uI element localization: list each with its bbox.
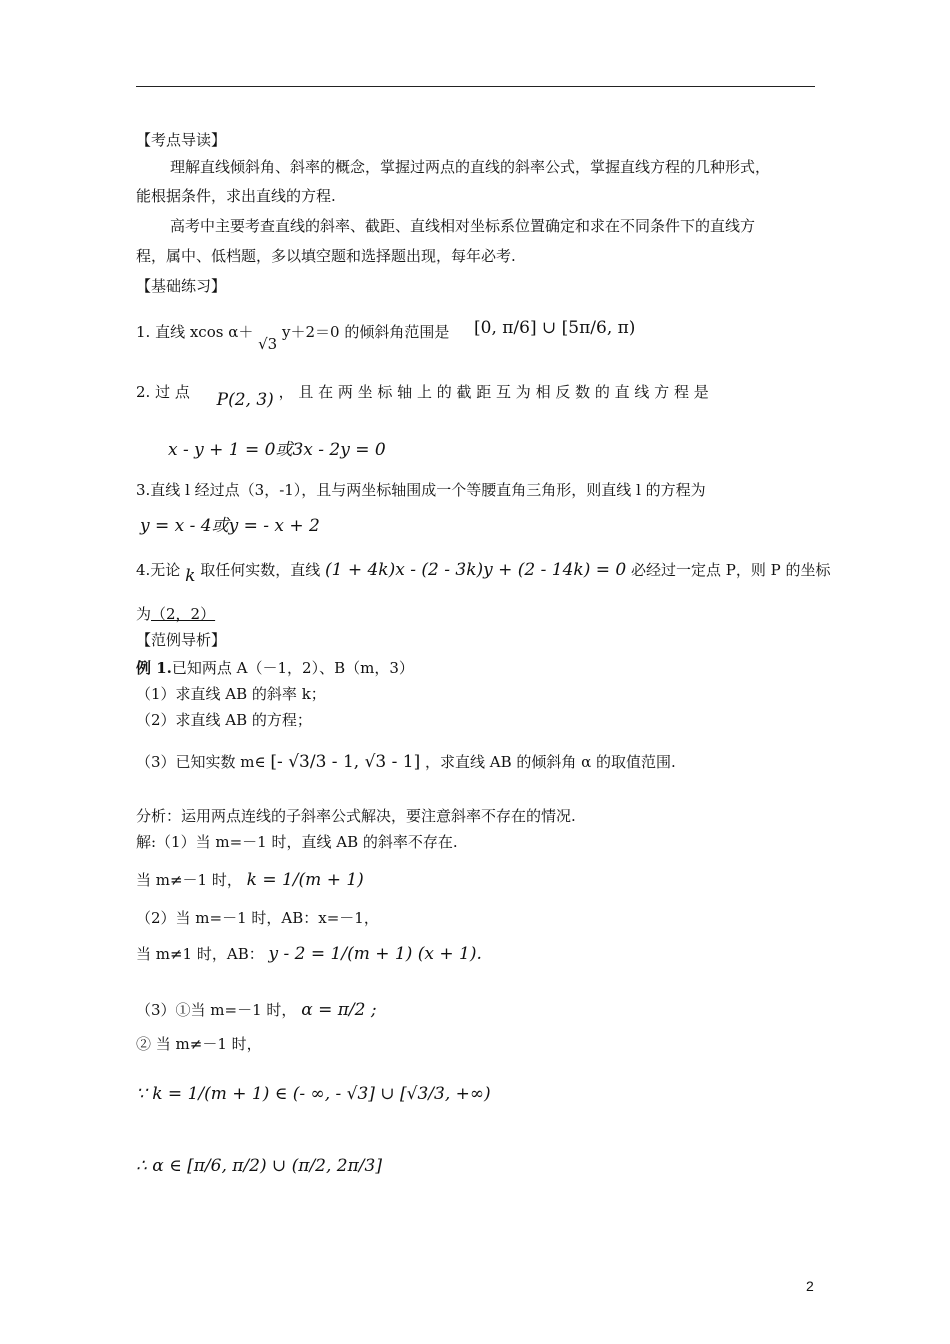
solution-line-3: （2）当 m=－1 时，AB：x=－1， xyxy=(136,909,379,927)
section-heading-jichu: 【基础练习】 xyxy=(136,277,227,295)
analysis-text: 分析：运用两点连线的子斜率公式解决，要注意斜率不存在的情况. xyxy=(136,807,576,825)
question-1-text-2: y＋2＝0 的倾斜角范围是 xyxy=(282,323,450,341)
solution-line-1: 解:（1）当 m=－1 时，直线 AB 的斜率不存在. xyxy=(136,833,458,851)
solution-line-2-text: 当 m≠－1 时， xyxy=(136,871,242,889)
paragraph-1-line-1: 理解直线倾斜角、斜率的概念，掌握过两点的直线的斜率公式，掌握直线方程的几种形式， xyxy=(170,158,771,176)
header-rule xyxy=(136,86,815,87)
example-1-label: 例 1. xyxy=(136,659,172,677)
example-1-text: 已知两点 A（－1，2）、B（m，3） xyxy=(171,659,414,677)
solution-line-5 xyxy=(136,1000,377,1020)
solution-line-6: ② 当 m≠－1 时， xyxy=(136,1035,262,1053)
example-1-part-3-text-2: ，求直线 AB 的倾斜角 α 的取值范围. xyxy=(425,753,676,771)
question-3: 3.直线 l 经过点（3，-1），且与两坐标轴围成一个等腰直角三角形，则直线 l 的方程为 xyxy=(136,481,706,499)
line-ab-equation: y - 2 = 1/(m + 1) (x + 1). xyxy=(268,944,482,964)
question-2 xyxy=(136,382,709,410)
paragraph-1-line-2: 能根据条件，求出直线的方程. xyxy=(136,187,336,205)
solution-line-4 xyxy=(136,944,482,964)
example-1-part-1: （1）求直线 AB 的斜率 k； xyxy=(136,685,326,703)
solution-line-7: ∵ k = 1/(m + 1) ∈ (- ∞, - √3] ∪ [√3/3, +∞) xyxy=(136,1084,491,1104)
solution-line-2 xyxy=(136,870,364,890)
solution-line-4-text: 当 m≠1 时，AB： xyxy=(136,945,264,963)
question-4 xyxy=(136,560,831,586)
section-heading-kaodian: 【考点导读】 xyxy=(136,131,227,149)
m-interval: [- √3/3 - 1, √3 - 1] xyxy=(270,752,421,772)
example-1-part-3 xyxy=(136,752,676,772)
question-1-text: 1. 直线 xcos α＋ xyxy=(136,323,254,341)
question-4-text-3: 必经过一定点 P，则 P 的坐标 xyxy=(631,561,831,579)
question-3-answer: y = x - 4或y = - x + 2 xyxy=(140,516,320,536)
question-4-text: 4.无论 xyxy=(136,561,181,579)
k-symbol: k xyxy=(185,566,196,586)
solution-line-8: ∴ α ∈ [π/6, π/2) ∪ (π/2, 2π/3] xyxy=(136,1156,382,1176)
page-number: 2 xyxy=(806,1278,814,1294)
question-1-answer: [0, π/6] ∪ [5π/6, π) xyxy=(474,318,636,338)
paragraph-2-line-1: 高考中主要考查直线的斜率、截距、直线相对坐标系位置确定和求在不同条件下的直线方 xyxy=(170,217,756,235)
example-1-part-3-text: （3）已知实数 m∈ xyxy=(136,753,266,771)
paragraph-2-line-2: 程，属中、低档题，多以填空题和选择题出现，每年必考. xyxy=(136,247,516,265)
question-4-answer: （2，2） xyxy=(151,605,216,623)
sqrt3-term: √3 xyxy=(258,335,278,353)
alpha-pi-half: α = π/2 ; xyxy=(301,1000,377,1020)
example-1-part-2: （2）求直线 AB 的方程； xyxy=(136,711,312,729)
point-p: P(2, 3) xyxy=(216,390,274,410)
line-equation: (1 + 4k)x - (2 - 3k)y + (2 - 14k) = 0 xyxy=(324,560,627,580)
question-2-text-2: ， 且 在 两 坐 标 轴 上 的 截 距 互 为 相 反 数 的 直 线 方 程 是 xyxy=(278,383,709,401)
example-1-header xyxy=(136,658,414,678)
question-2-answer: x - y + 1 = 0或3x - 2y = 0 xyxy=(168,440,386,460)
question-4-answer-line xyxy=(136,604,215,624)
slope-formula: k = 1/(m + 1) xyxy=(246,870,364,890)
question-4-text-2: 取任何实数，直线 xyxy=(200,561,321,579)
section-heading-fanli: 【范例导析】 xyxy=(136,631,227,649)
question-4-text-4: 为 xyxy=(136,605,152,623)
question-2-text: 2. 过 点 xyxy=(136,383,190,401)
question-1 xyxy=(136,322,450,353)
solution-line-5-text: （3）①当 m=－1 时， xyxy=(136,1001,297,1019)
